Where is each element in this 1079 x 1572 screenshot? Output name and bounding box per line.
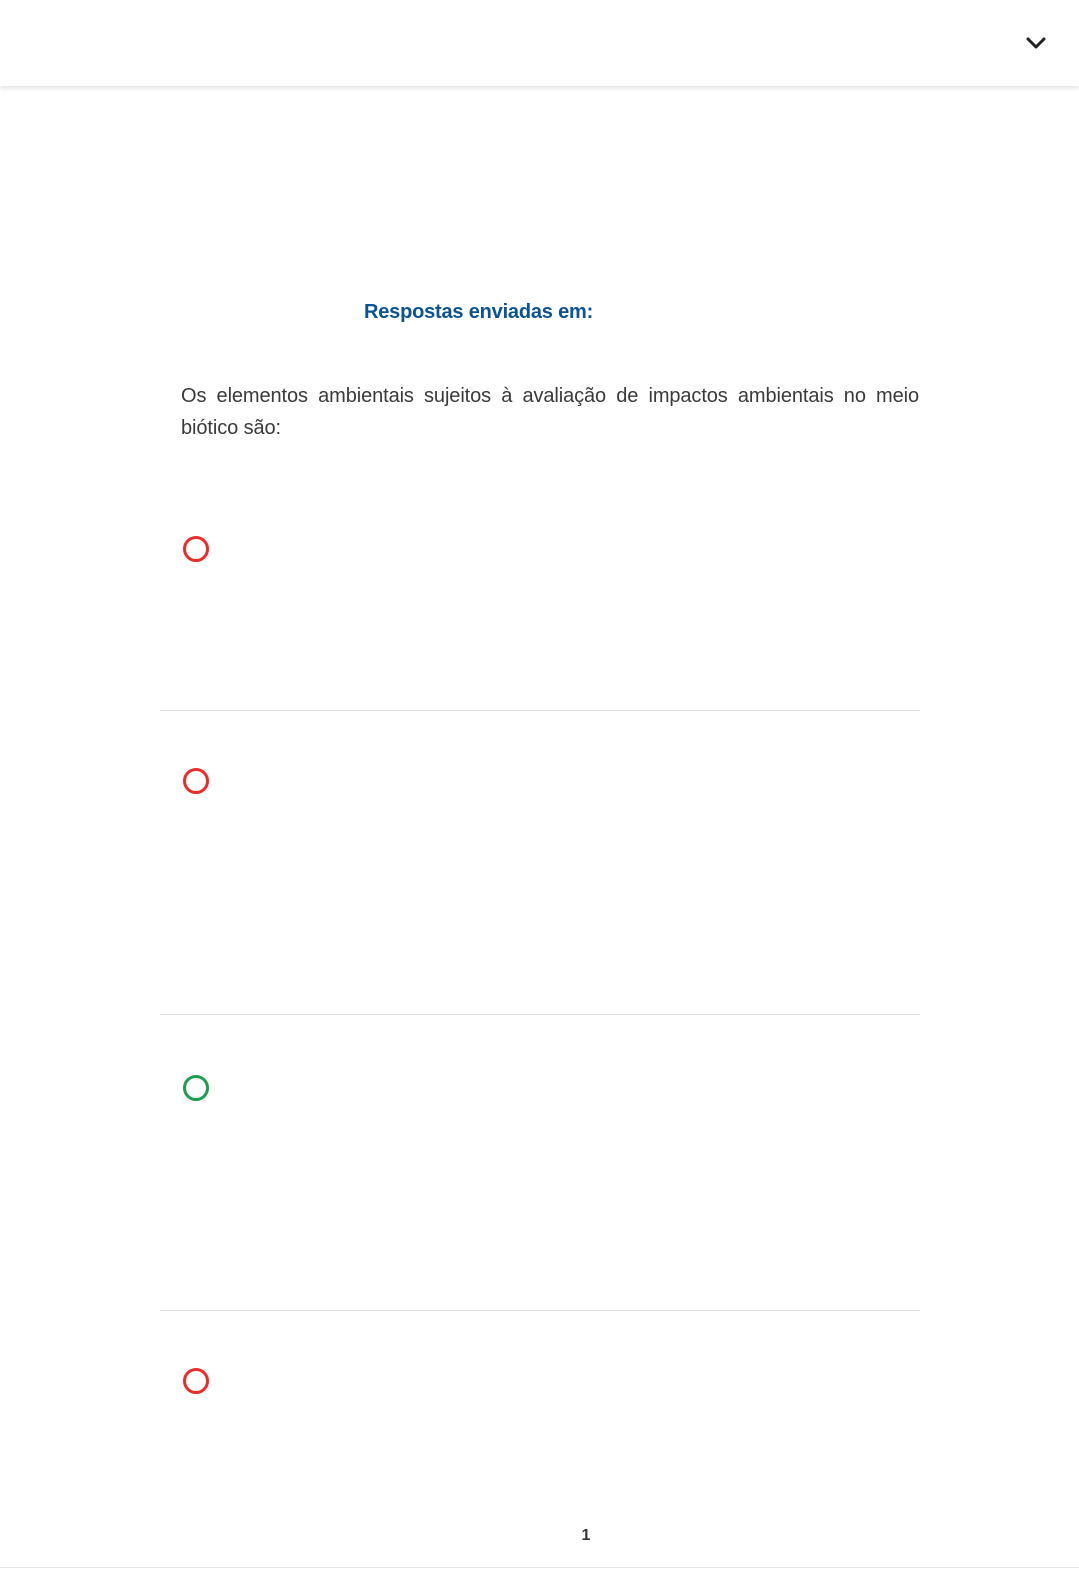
page-number: 1	[581, 1527, 591, 1544]
expand-button[interactable]	[1021, 28, 1051, 58]
option-divider	[160, 1014, 920, 1015]
submitted-label: Respostas enviadas em:	[364, 301, 594, 323]
chevron-down-icon	[1026, 37, 1046, 49]
radio-circle-icon[interactable]	[183, 536, 209, 562]
option-divider	[160, 710, 920, 711]
radio-circle-icon[interactable]	[183, 768, 209, 794]
question-text: Os elementos ambientais sujeitos à avaliação de impactos ambientais no meio biótico são:	[181, 385, 919, 439]
option-divider	[160, 1310, 920, 1311]
radio-circle-icon[interactable]	[183, 1075, 209, 1101]
radio-circle-icon[interactable]	[183, 1368, 209, 1394]
page-bottom-divider	[0, 1567, 1079, 1568]
top-bar	[0, 0, 1079, 86]
